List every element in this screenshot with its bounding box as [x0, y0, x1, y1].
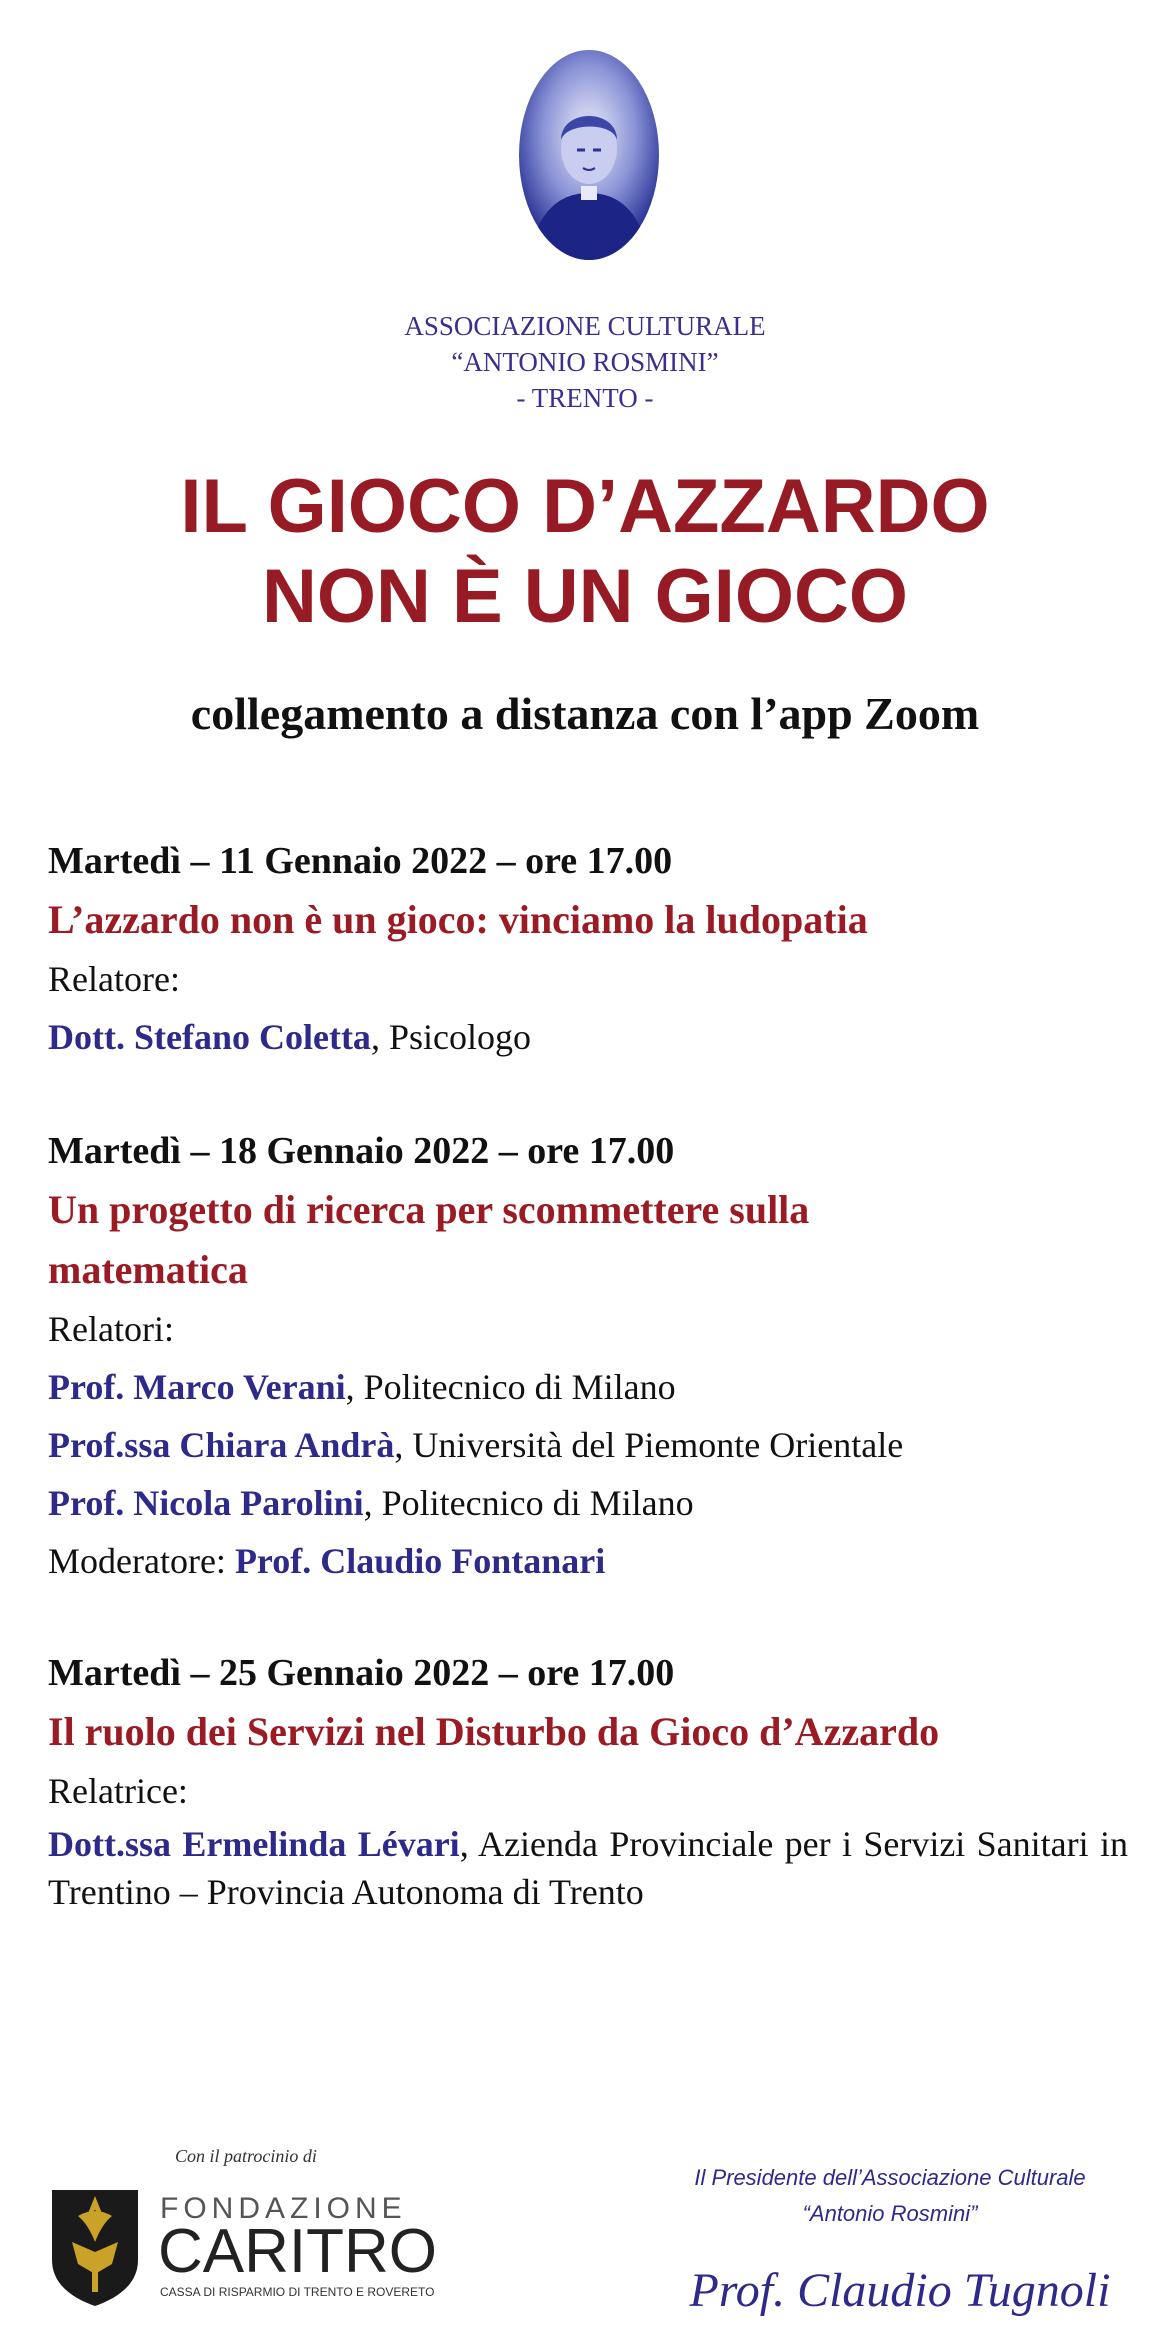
event-title-line2: matematica: [48, 1247, 248, 1292]
page-title-line2: NON È UN GIOCO: [261, 554, 909, 639]
sponsor-tagline: CASSA DI RISPARMIO DI TRENTO E ROVERETO: [160, 2285, 435, 2299]
president-title-line2: “Antonio Rosmini”: [802, 2201, 978, 2226]
speaker-affiliation: , Psicologo: [370, 1017, 531, 1057]
event-date: Martedì – 25 Gennaio 2022 – ore 17.00: [48, 1652, 675, 1694]
event-date: Martedì – 18 Gennaio 2022 – ore 17.00: [48, 1130, 675, 1172]
president-signature: [665, 2256, 1135, 2326]
subtitle: collegamento a distanza con l’app Zoom: [190, 688, 980, 739]
association-name-line2: “ANTONIO ROSMINI”: [451, 347, 719, 377]
speaker-affiliation: , Azienda Provinciale per i Servizi Sanitari in Trentino – Provincia Autonoma di Trento: [48, 1824, 1128, 1912]
speaker-name: Prof. Nicola Parolini: [48, 1483, 364, 1523]
speaker-line: [48, 1474, 1128, 1532]
sponsor-name-main: CARITRO: [158, 2217, 437, 2286]
role-label: Relatore:: [48, 959, 180, 999]
role-label: Relatrice:: [48, 1771, 188, 1811]
sponsor-name-top: FONDAZIONE: [160, 2192, 407, 2225]
association-name-line1: ASSOCIAZIONE CULTURALE: [404, 311, 766, 341]
patronage-label: Con il patrocinio di: [175, 2146, 317, 2166]
role-label: Relatori:: [48, 1309, 174, 1349]
speaker-line: [48, 1358, 1128, 1416]
speaker-line: [48, 1008, 1128, 1066]
speaker-line: [48, 1416, 1128, 1474]
president-title-line1: Il Presidente dell’Associazione Culturale: [694, 2165, 1086, 2190]
event-title-line1: Un progetto di ricerca per scommettere sulla: [48, 1187, 810, 1232]
page-title-line1: IL GIOCO D’AZZARDO: [180, 464, 990, 549]
portrait-image: [517, 48, 661, 262]
moderator-line: [48, 1532, 1128, 1590]
fondazione-caritro-logo: [48, 2176, 468, 2306]
speaker-name: Prof.ssa Chiara Andrà: [48, 1425, 395, 1465]
event-title: Il ruolo dei Servizi nel Disturbo da Gioco d’Azzardo: [48, 1709, 940, 1754]
moderator-name: Prof. Claudio Fontanari: [234, 1541, 606, 1581]
moderator-label: Moderatore:: [48, 1541, 235, 1581]
speaker-line: [48, 1820, 1128, 1916]
event-title: L’azzardo non è un gioco: vinciamo la ludopatia: [48, 897, 868, 942]
speaker-affiliation: , Politecnico di Milano: [345, 1367, 676, 1407]
event-date: Martedì – 11 Gennaio 2022 – ore 17.00: [48, 840, 673, 882]
event-1: [48, 832, 1128, 1066]
event-2: [48, 1122, 1128, 1590]
event-3: [48, 1644, 1128, 1916]
speaker-affiliation: , Università del Piemonte Orientale: [394, 1425, 904, 1465]
signature-text: Prof. Claudio Tugnoli: [689, 2264, 1111, 2317]
speaker-name: Dott. Stefano Coletta: [48, 1017, 371, 1057]
speaker-affiliation: , Politecnico di Milano: [363, 1483, 694, 1523]
speaker-name: Prof. Marco Verani: [48, 1367, 346, 1407]
speaker-name: Dott.ssa Ermelinda Lévari: [48, 1824, 460, 1864]
association-location: - TRENTO -: [516, 383, 654, 413]
